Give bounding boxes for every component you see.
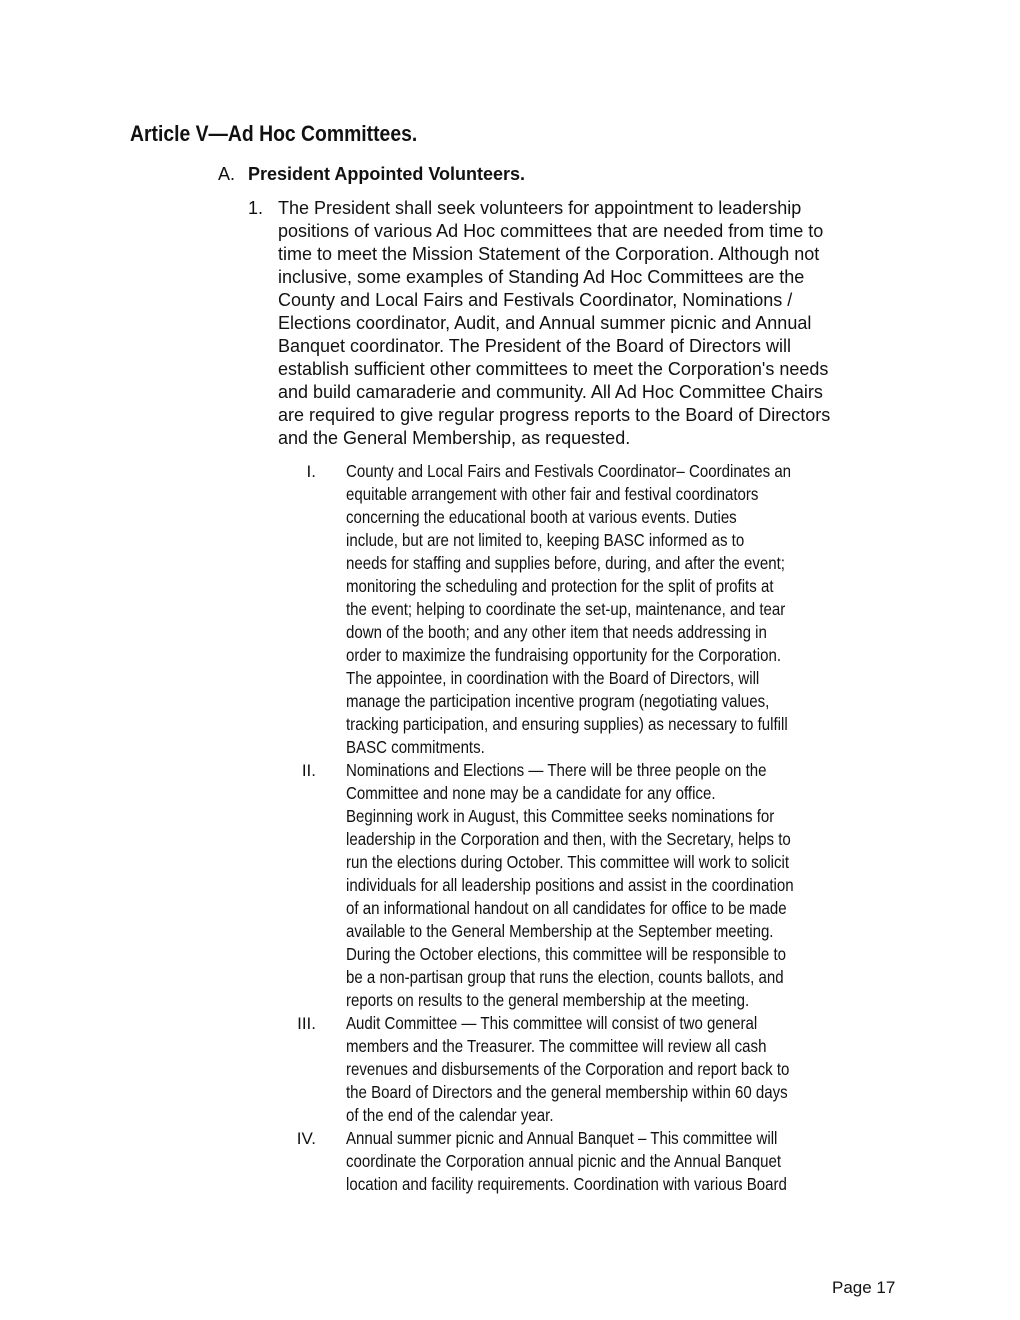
list-item-line: manage the participation incentive program (negotiating values, (346, 691, 770, 711)
list-item-marker: II. (301, 761, 316, 780)
paragraph-marker: 1. (248, 198, 264, 218)
list-item-text (346, 1127, 910, 1196)
list-item-line: individuals for all leadership positions and assist in the coordination (346, 875, 794, 895)
list-item (270, 1127, 910, 1196)
section-heading: President Appointed Volunteers. (248, 164, 526, 184)
paragraph-line: time to meet the Mission Statement of the Corporation. Although not (278, 244, 820, 264)
list-item-line: the event; helping to coordinate the set-up, maintenance, and tear (346, 599, 786, 619)
paragraph-1 (278, 197, 830, 450)
paragraph-line: are required to give regular progress reports to the Board of Directors (278, 405, 831, 425)
list-item-text (346, 1012, 910, 1127)
list-item-line: concerning the educational booth at various events. Duties (346, 507, 737, 527)
paragraph-line: and build camaraderie and community. All Ad Hoc Committee Chairs (278, 382, 823, 402)
list-item (270, 460, 910, 759)
list-item-line: Nominations and Elections — There will be three people on the (346, 760, 767, 780)
list-item-line: of the end of the calendar year. (346, 1105, 554, 1125)
list-item-line: run the elections during October. This committee will work to solicit (346, 852, 790, 872)
list-item (270, 759, 910, 1012)
paragraph-line: inclusive, some examples of Standing Ad Hoc Committees are the (278, 267, 805, 287)
list-item-line: be a non-partisan group that runs the election, counts ballots, and (346, 967, 784, 987)
list-item-line: Beginning work in August, this Committee seeks nominations for (346, 806, 775, 826)
ad-hoc-committee-list (270, 460, 910, 1196)
list-item-marker: III. (297, 1014, 316, 1033)
list-item-line: equitable arrangement with other fair and festival coordinators (346, 484, 759, 504)
list-item-marker: I. (306, 462, 316, 481)
list-item-line: of an informational handout on all candidates for office to be made (346, 898, 787, 918)
list-item-line: Annual summer picnic and Annual Banquet – This committee will (346, 1128, 778, 1148)
list-item-line: coordinate the Corporation annual picnic and the Annual Banquet (346, 1151, 782, 1171)
list-item-line: members and the Treasurer. The committee will review all cash (346, 1036, 767, 1056)
list-item-marker: IV. (296, 1129, 316, 1148)
list-item-text (346, 460, 910, 759)
list-item-line: include, but are not limited to, keeping BASC informed as to (346, 530, 745, 550)
list-item-line: reports on results to the general membership at the meeting. (346, 990, 750, 1010)
list-item-line: the Board of Directors and the general membership within 60 days (346, 1082, 788, 1102)
list-item-line: County and Local Fairs and Festivals Coordinator– Coordinates an (346, 461, 792, 481)
list-item-line: revenues and disbursements of the Corporation and report back to (346, 1059, 790, 1079)
list-item-line: The appointee, in coordination with the Board of Directors, will (346, 668, 760, 688)
page-number: Page 17 (832, 1278, 896, 1297)
list-item-line: available to the General Membership at the September meeting. (346, 921, 774, 941)
list-item-text (346, 759, 910, 1012)
paragraph-line: Elections coordinator, Audit, and Annual summer picnic and Annual (278, 313, 812, 333)
list-item-line: tracking participation, and ensuring supplies) as necessary to fulfill (346, 714, 788, 734)
list-item-line: order to maximize the fundraising opportunity for the Corporation. (346, 645, 782, 665)
list-item-line: down of the booth; and any other item that needs addressing in (346, 622, 767, 642)
paragraph-line: establish sufficient other committees to meet the Corporation's needs (278, 359, 829, 379)
list-item-line: needs for staffing and supplies before, during, and after the event; (346, 553, 785, 573)
list-item-line: location and facility requirements. Coordination with various Board (346, 1174, 787, 1194)
list-item-line: During the October elections, this committee will be responsible to (346, 944, 787, 964)
paragraph-line: and the General Membership, as requested. (278, 428, 631, 448)
list-item-line: leadership in the Corporation and then, with the Secretary, helps to (346, 829, 791, 849)
list-item-line: monitoring the scheduling and protection for the split of profits at (346, 576, 774, 596)
paragraph-line: County and Local Fairs and Festivals Coordinator, Nominations / (278, 290, 793, 310)
list-item (270, 1012, 910, 1127)
list-item-line: Committee and none may be a candidate for any office. (346, 783, 716, 803)
article-title: Article V—Ad Hoc Committees. (130, 121, 418, 146)
section-marker: A. (218, 164, 236, 184)
paragraph-line: Banquet coordinator. The President of the Board of Directors will (278, 336, 791, 356)
list-item-line: Audit Committee — This committee will consist of two general (346, 1013, 758, 1033)
paragraph-line: positions of various Ad Hoc committees that are needed from time to (278, 221, 824, 241)
list-item-line: BASC commitments. (346, 737, 485, 757)
section-a (218, 164, 526, 185)
paragraph-line: The President shall seek volunteers for appointment to leadership (278, 198, 802, 218)
